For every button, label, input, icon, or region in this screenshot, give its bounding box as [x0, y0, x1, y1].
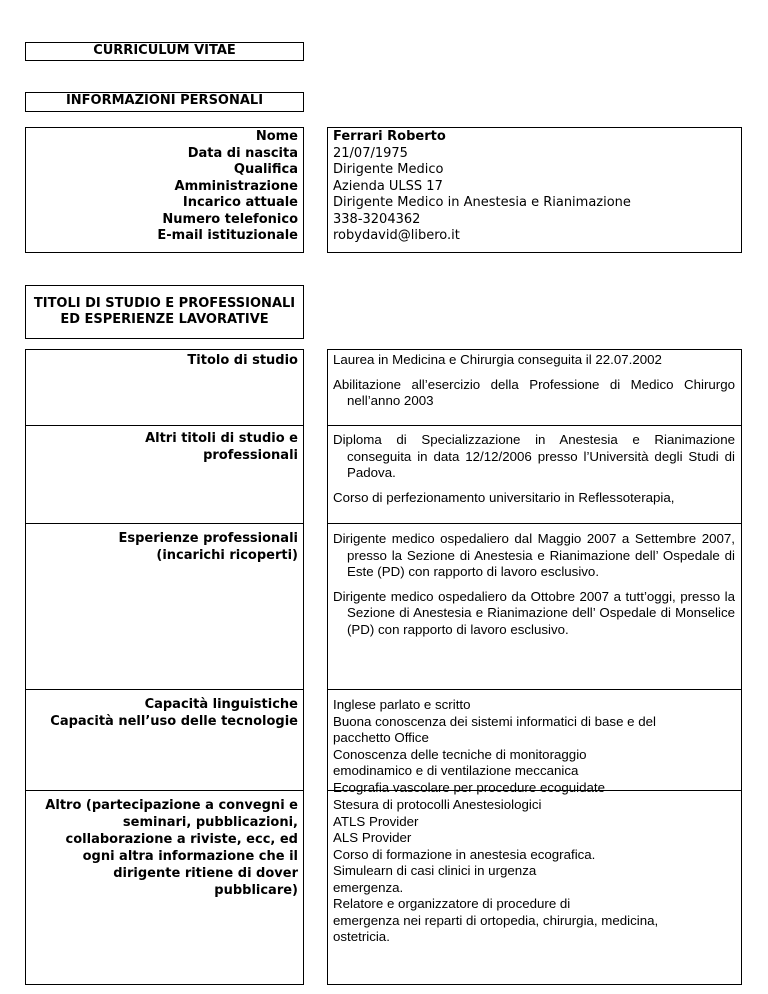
label-incarico: Incarico attuale	[182, 195, 298, 210]
label-esperienze: Esperienze professionali (incarichi ricoperti)	[118, 531, 298, 563]
altro-line: Relatore e organizzatore di procedure di	[333, 896, 571, 911]
studies-heading: TITOLI DI STUDIO E PROFESSIONALI ED ESPERIENZE LAVORATIVE	[25, 285, 304, 339]
personal-labels-cell	[25, 127, 304, 253]
altro-line: ostetricia.	[333, 929, 390, 944]
row-divider-left-3	[25, 689, 304, 690]
titolo-studio-item: Laurea in Medicina e Chirurgia conseguita il 22.07.2002	[333, 352, 662, 367]
tecnologie-line: Buona conoscenza dei sistemi informatici di base e del	[333, 713, 656, 729]
label-altri-titoli: Altri titoli di studio e professionali	[145, 431, 298, 463]
label-nome: Nome	[255, 129, 298, 144]
label-amministrazione: Amministrazione	[174, 178, 298, 194]
altro-line: ATLS Provider	[333, 813, 419, 829]
value-telefono: 338-3204362	[333, 211, 421, 227]
altro-line: emergenza nei reparti di ortopedia, chirurgia, medicina,	[333, 912, 659, 928]
esperienze-content	[333, 531, 735, 638]
cv-title: CURRICULUM VITAE	[25, 42, 304, 61]
capacita-linguistiche-value: Inglese parlato e scritto	[333, 697, 471, 712]
value-nome: Ferrari Roberto	[333, 129, 446, 144]
tecnologie-line: Ecografia vascolare per procedure ecoguidate	[333, 779, 606, 795]
row-divider-right-2	[327, 523, 742, 524]
value-data-nascita: 21/07/1975	[333, 145, 408, 161]
label-capacita-linguistiche: Capacità linguistiche	[144, 697, 298, 712]
altro-line: Simulearn di casi clinici in urgenza	[333, 863, 537, 878]
tecnologie-line: Conoscenza delle tecniche di monitoraggio	[333, 746, 587, 762]
altri-titoli-item: Diploma di Specializzazione in Anestesia e Rianimazione conseguita in data 12/12/2006 presso l’Università degli Studi di Padova.	[333, 432, 735, 480]
capacita-labels	[30, 697, 298, 730]
titolo-studio-content	[333, 352, 735, 410]
altro-content	[333, 797, 735, 946]
esperienze-item: Dirigente medico ospedaliero dal Maggio 2007 a Settembre 2007, presso la Sezione di Anestesia e Rianimazione dell’ Ospedale di Este (PD) con rapporto di lavoro esclusivo.	[333, 531, 735, 579]
label-titolo-studio: Titolo di studio	[187, 353, 298, 368]
value-amministrazione: Azienda ULSS 17	[333, 178, 443, 194]
altro-line: Corso di formazione in anestesia ecografica.	[333, 846, 596, 862]
label-data-nascita: Data di nascita	[187, 145, 298, 161]
row-divider-left-2	[25, 523, 304, 524]
altro-line: emergenza.	[333, 879, 404, 895]
row-divider-left-4	[25, 790, 304, 791]
label-altro: Altro (partecipazione a convegni e seminari, pubblicazioni, collaborazione a riviste, ecc, ed ogni altra informazione che il dirigente ritiene di dover pubblicare)	[45, 798, 298, 898]
altro-line: Stesura di protocolli Anestesiologici	[333, 797, 542, 812]
label-qualifica: Qualifica	[233, 162, 298, 177]
altro-line: ALS Provider	[333, 830, 412, 845]
altri-titoli-item: Corso di perfezionamento universitario in Reflessoterapia,	[333, 489, 675, 505]
tecnologie-line: pacchetto Office	[333, 730, 429, 745]
personal-values-cell	[327, 127, 742, 253]
personal-info-heading: INFORMAZIONI PERSONALI	[25, 92, 304, 112]
altri-titoli-content	[333, 432, 735, 506]
label-telefono: Numero telefonico	[162, 211, 298, 227]
label-capacita-tecnologie: Capacità nell’uso delle tecnologie	[50, 713, 298, 729]
titolo-studio-item: Abilitazione all’esercizio della Professione di Medico Chirurgo nell’anno 2003	[333, 376, 735, 408]
capacita-content	[333, 697, 735, 796]
esperienze-item: Dirigente medico ospedaliero da Ottobre 2007 a tutt’oggi, presso la Sezione di Anestesia e Rianimazione dell’ Ospedale di Monselice (PD) con rapporto di lavoro esclusivo.	[333, 588, 735, 637]
value-qualifica: Dirigente Medico	[333, 162, 444, 177]
value-incarico: Dirigente Medico in Anestesia e Rianimazione	[333, 195, 631, 210]
label-email: E-mail istituzionale	[157, 228, 298, 243]
value-email: robydavid@libero.it	[333, 228, 460, 243]
row-divider-right-1	[327, 425, 742, 426]
row-divider-right-3	[327, 689, 742, 690]
row-divider-left-1	[25, 425, 304, 426]
tecnologie-line: emodinamico e di ventilazione meccanica	[333, 763, 579, 778]
